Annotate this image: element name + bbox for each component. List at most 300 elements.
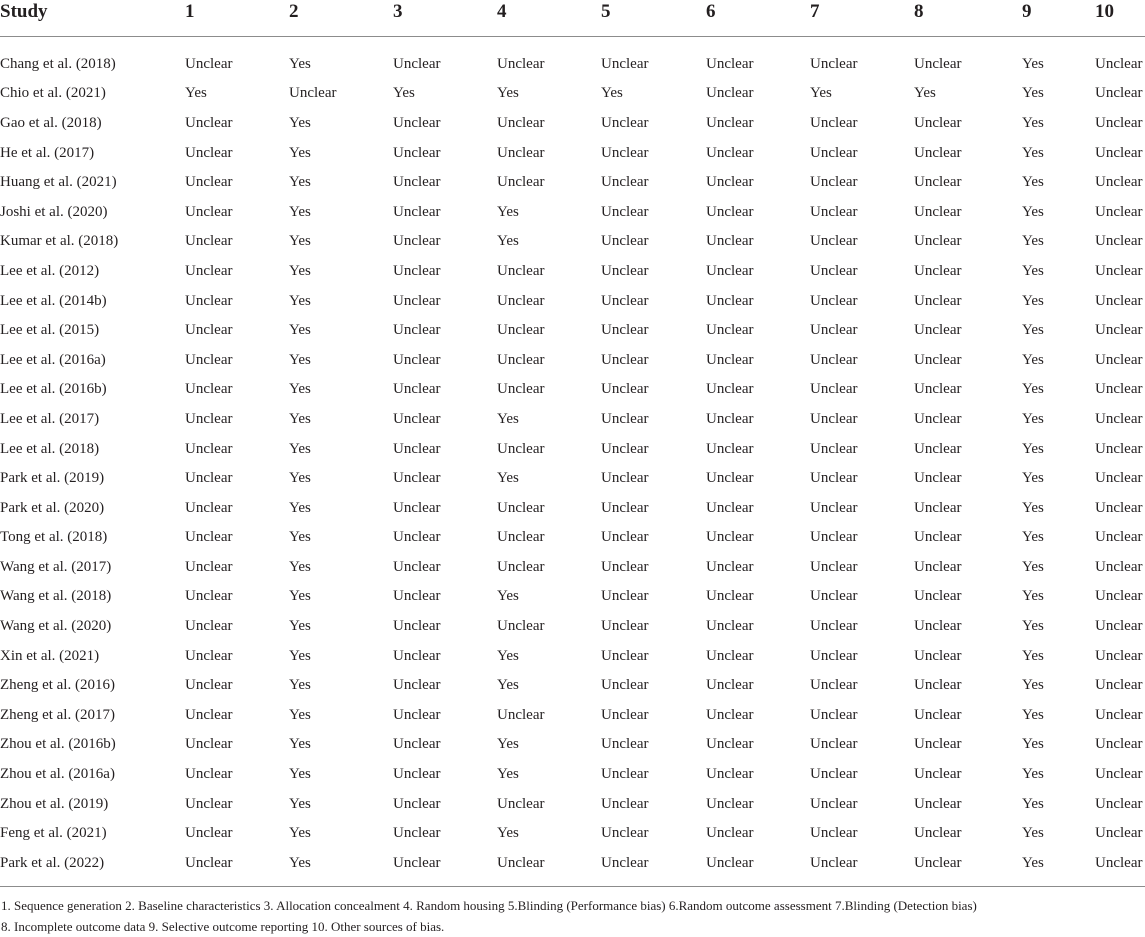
column-header-3: 3 xyxy=(393,1,403,22)
rating-cell: Unclear xyxy=(706,203,754,220)
rating-cell: Unclear xyxy=(706,114,754,131)
rating-cell: Unclear xyxy=(810,647,858,664)
rating-cell: Yes xyxy=(289,618,311,635)
rating-cell: Unclear xyxy=(810,825,858,842)
rating-cell: Yes xyxy=(1022,588,1044,605)
rating-cell: Unclear xyxy=(914,499,962,516)
rating-cell: Unclear xyxy=(185,499,233,516)
rating-cell: Unclear xyxy=(914,470,962,487)
rating-cell: Unclear xyxy=(497,618,545,635)
rating-cell: Unclear xyxy=(810,203,858,220)
rating-cell: Unclear xyxy=(706,144,754,161)
rating-cell: Unclear xyxy=(914,381,962,398)
footnote-line-2: 8. Incomplete outcome data 9. Selective outcome reporting 10. Other sources of bias. xyxy=(1,918,445,934)
rating-cell: Yes xyxy=(289,174,311,191)
study-name-cell: Kumar et al. (2018) xyxy=(0,233,119,250)
rating-cell: Unclear xyxy=(601,529,649,546)
rating-cell: Unclear xyxy=(185,203,233,220)
study-name-cell: Lee et al. (2018) xyxy=(0,440,100,457)
rating-cell: Unclear xyxy=(497,144,545,161)
rating-cell: Unclear xyxy=(1095,825,1143,842)
rating-cell: Unclear xyxy=(497,262,545,279)
column-header-9: 9 xyxy=(1022,1,1032,22)
rating-cell: Yes xyxy=(289,499,311,516)
rating-cell: Unclear xyxy=(914,233,962,250)
rating-cell: Unclear xyxy=(914,854,962,871)
rating-cell: Unclear xyxy=(1095,351,1143,368)
study-name-cell: Lee et al. (2016a) xyxy=(0,351,106,368)
rating-cell: Unclear xyxy=(393,854,441,871)
rating-cell: Unclear xyxy=(810,233,858,250)
table-row xyxy=(0,167,1145,197)
rating-cell: Yes xyxy=(289,854,311,871)
rating-cell: Unclear xyxy=(393,558,441,575)
rating-cell: Unclear xyxy=(1095,558,1143,575)
study-name-cell: Huang et al. (2021) xyxy=(0,174,117,191)
study-name-cell: Wang et al. (2020) xyxy=(0,618,112,635)
rating-cell: Unclear xyxy=(706,854,754,871)
column-header-study: Study xyxy=(0,1,48,22)
column-header-1: 1 xyxy=(185,1,195,22)
rating-cell: Unclear xyxy=(810,529,858,546)
column-header-10: 10 xyxy=(1095,1,1114,22)
rating-cell: Unclear xyxy=(1095,470,1143,487)
rating-cell: Unclear xyxy=(393,618,441,635)
rating-cell: Yes xyxy=(1022,203,1044,220)
table-body xyxy=(0,37,1145,887)
rating-cell: Unclear xyxy=(706,766,754,783)
study-name-cell: Zhou et al. (2016b) xyxy=(0,736,116,753)
rating-cell: Yes xyxy=(1022,262,1044,279)
rating-cell: Yes xyxy=(289,795,311,812)
rating-cell: Unclear xyxy=(1095,174,1143,191)
rating-cell: Unclear xyxy=(601,766,649,783)
rating-cell: Unclear xyxy=(706,618,754,635)
rating-cell: Unclear xyxy=(393,677,441,694)
table-row xyxy=(0,700,1145,730)
rating-cell: Unclear xyxy=(393,825,441,842)
table-row xyxy=(0,552,1145,582)
rating-cell: Unclear xyxy=(914,825,962,842)
rating-cell: Unclear xyxy=(393,144,441,161)
rating-cell: Unclear xyxy=(914,322,962,339)
rating-cell: Unclear xyxy=(601,588,649,605)
rating-cell: Yes xyxy=(1022,766,1044,783)
rating-cell: Yes xyxy=(497,203,519,220)
table-row xyxy=(0,434,1145,464)
rating-cell: Unclear xyxy=(1095,588,1143,605)
rating-cell: Unclear xyxy=(914,795,962,812)
study-name-cell: Park et al. (2022) xyxy=(0,854,105,871)
rating-cell: Yes xyxy=(393,85,415,102)
table-row xyxy=(0,256,1145,286)
rating-cell: Unclear xyxy=(1095,766,1143,783)
rating-cell: Yes xyxy=(1022,647,1044,664)
rating-cell: Unclear xyxy=(497,351,545,368)
rating-cell: Yes xyxy=(1022,292,1044,309)
rating-cell: Yes xyxy=(1022,470,1044,487)
study-name-cell: Wang et al. (2018) xyxy=(0,588,112,605)
rating-cell: Unclear xyxy=(185,144,233,161)
study-name-cell: Park et al. (2020) xyxy=(0,499,105,516)
rating-cell: Unclear xyxy=(1095,529,1143,546)
rating-cell: Unclear xyxy=(914,677,962,694)
rating-cell: Unclear xyxy=(706,174,754,191)
table-row xyxy=(0,641,1145,671)
rating-cell: Yes xyxy=(1022,736,1044,753)
rating-cell: Yes xyxy=(1022,233,1044,250)
rating-cell: Yes xyxy=(289,322,311,339)
rating-cell: Unclear xyxy=(810,854,858,871)
rating-cell: Unclear xyxy=(601,470,649,487)
rating-cell: Unclear xyxy=(393,351,441,368)
rating-cell: Yes xyxy=(1022,144,1044,161)
rating-cell: Yes xyxy=(497,647,519,664)
table-row xyxy=(0,789,1145,819)
column-header-2: 2 xyxy=(289,1,299,22)
rating-cell: Unclear xyxy=(1095,618,1143,635)
rating-cell: Unclear xyxy=(601,292,649,309)
rating-cell: Unclear xyxy=(706,381,754,398)
column-header-6: 6 xyxy=(706,1,716,22)
table-header xyxy=(0,0,1145,37)
study-name-cell: Tong et al. (2018) xyxy=(0,529,108,546)
rating-cell: Unclear xyxy=(185,262,233,279)
rating-cell: Yes xyxy=(1022,529,1044,546)
table-row xyxy=(0,523,1145,553)
rating-cell: Unclear xyxy=(601,736,649,753)
rating-cell: Unclear xyxy=(914,766,962,783)
rating-cell: Unclear xyxy=(185,558,233,575)
table-row xyxy=(0,375,1145,405)
rating-cell: Yes xyxy=(914,85,936,102)
rating-cell: Unclear xyxy=(914,203,962,220)
rating-cell: Yes xyxy=(289,203,311,220)
rating-cell: Yes xyxy=(497,677,519,694)
table-row xyxy=(0,730,1145,760)
rating-cell: Unclear xyxy=(497,529,545,546)
table-row xyxy=(0,493,1145,523)
rating-cell: Unclear xyxy=(810,440,858,457)
rating-cell: Unclear xyxy=(601,351,649,368)
rating-cell: Unclear xyxy=(1095,292,1143,309)
rating-cell: Yes xyxy=(289,766,311,783)
rating-cell: Unclear xyxy=(185,854,233,871)
rating-cell: Unclear xyxy=(601,795,649,812)
rating-cell: Unclear xyxy=(810,706,858,723)
rating-cell: Unclear xyxy=(1095,144,1143,161)
rating-cell: Yes xyxy=(289,292,311,309)
footnote-line-1: 1. Sequence generation 2. Baseline characteristics 3. Allocation concealment 4. Random housing 5.Blinding (Performance bias) 6.Random outcome assessment 7.Blinding (Detection bias) xyxy=(1,897,977,913)
rating-cell: Unclear xyxy=(185,588,233,605)
rating-cell: Unclear xyxy=(497,55,545,72)
rating-cell: Unclear xyxy=(497,795,545,812)
rating-cell: Unclear xyxy=(185,706,233,723)
rating-cell: Yes xyxy=(289,351,311,368)
rating-cell: Unclear xyxy=(393,322,441,339)
rating-cell: Yes xyxy=(1022,706,1044,723)
rating-cell: Unclear xyxy=(185,233,233,250)
rating-cell: Unclear xyxy=(601,706,649,723)
rating-cell: Unclear xyxy=(706,262,754,279)
rating-cell: Unclear xyxy=(810,292,858,309)
rating-cell: Yes xyxy=(289,410,311,427)
rating-cell: Unclear xyxy=(601,144,649,161)
rating-cell: Unclear xyxy=(1095,854,1143,871)
study-name-cell: Chang et al. (2018) xyxy=(0,55,116,72)
rating-cell: Unclear xyxy=(185,410,233,427)
rating-cell: Yes xyxy=(185,85,207,102)
rating-cell: Unclear xyxy=(914,410,962,427)
rating-cell: Yes xyxy=(289,647,311,664)
table-row xyxy=(0,197,1145,227)
rating-cell: Yes xyxy=(497,85,519,102)
rating-cell: Unclear xyxy=(601,410,649,427)
rating-cell: Unclear xyxy=(393,410,441,427)
rating-cell: Unclear xyxy=(601,440,649,457)
study-name-cell: Zheng et al. (2016) xyxy=(0,677,115,694)
rating-cell: Unclear xyxy=(185,351,233,368)
rating-cell: Unclear xyxy=(914,114,962,131)
rating-cell: Unclear xyxy=(810,736,858,753)
rating-cell: Unclear xyxy=(601,322,649,339)
study-name-cell: Joshi et al. (2020) xyxy=(0,203,108,220)
rating-cell: Yes xyxy=(497,410,519,427)
rating-cell: Unclear xyxy=(1095,322,1143,339)
rating-cell: Unclear xyxy=(1095,706,1143,723)
rating-cell: Unclear xyxy=(914,55,962,72)
rating-cell: Unclear xyxy=(706,558,754,575)
rating-cell: Unclear xyxy=(185,174,233,191)
rating-cell: Unclear xyxy=(393,174,441,191)
rating-cell: Unclear xyxy=(393,233,441,250)
rating-cell: Unclear xyxy=(497,292,545,309)
rating-cell: Unclear xyxy=(601,203,649,220)
rating-cell: Unclear xyxy=(810,558,858,575)
rating-cell: Unclear xyxy=(393,114,441,131)
column-header-8: 8 xyxy=(914,1,924,22)
rating-cell: Yes xyxy=(1022,677,1044,694)
rating-cell: Unclear xyxy=(706,322,754,339)
rating-cell: Unclear xyxy=(914,292,962,309)
study-name-cell: He et al. (2017) xyxy=(0,144,95,161)
rating-cell: Unclear xyxy=(914,706,962,723)
table-footnote xyxy=(0,895,1145,937)
rating-cell: Yes xyxy=(289,440,311,457)
rating-cell: Unclear xyxy=(1095,410,1143,427)
rating-cell: Unclear xyxy=(393,55,441,72)
study-name-cell: Lee et al. (2016b) xyxy=(0,381,107,398)
rating-cell: Unclear xyxy=(393,470,441,487)
rating-cell: Unclear xyxy=(706,55,754,72)
rating-cell: Unclear xyxy=(914,262,962,279)
column-header-4: 4 xyxy=(497,1,507,22)
table-row xyxy=(0,286,1145,316)
rating-cell: Unclear xyxy=(601,233,649,250)
rating-cell: Unclear xyxy=(185,766,233,783)
study-name-cell: Park et al. (2019) xyxy=(0,470,105,487)
rating-cell: Yes xyxy=(497,470,519,487)
rating-cell: Unclear xyxy=(1095,499,1143,516)
rating-cell: Unclear xyxy=(810,499,858,516)
rating-cell: Unclear xyxy=(393,203,441,220)
rating-cell: Unclear xyxy=(1095,736,1143,753)
rating-cell: Unclear xyxy=(810,795,858,812)
rating-cell: Yes xyxy=(289,736,311,753)
rating-cell: Unclear xyxy=(1095,203,1143,220)
study-name-cell: Zheng et al. (2017) xyxy=(0,706,115,723)
rating-cell: Unclear xyxy=(810,262,858,279)
rating-cell: Unclear xyxy=(393,795,441,812)
rating-cell: Unclear xyxy=(185,381,233,398)
rating-cell: Unclear xyxy=(497,499,545,516)
study-name-cell: Feng et al. (2021) xyxy=(0,825,107,842)
rating-cell: Unclear xyxy=(601,55,649,72)
rating-cell: Unclear xyxy=(810,618,858,635)
table-row xyxy=(0,37,1145,79)
rating-cell: Yes xyxy=(1022,381,1044,398)
table-row xyxy=(0,463,1145,493)
rating-cell: Unclear xyxy=(497,706,545,723)
study-name-cell: Lee et al. (2017) xyxy=(0,410,100,427)
rating-cell: Unclear xyxy=(185,440,233,457)
rating-cell: Unclear xyxy=(706,736,754,753)
rating-cell: Unclear xyxy=(601,381,649,398)
rating-cell: Unclear xyxy=(185,529,233,546)
rating-cell: Yes xyxy=(289,233,311,250)
rating-cell: Yes xyxy=(289,144,311,161)
rating-cell: Unclear xyxy=(393,766,441,783)
rating-cell: Unclear xyxy=(497,381,545,398)
rating-cell: Unclear xyxy=(914,558,962,575)
rating-cell: Unclear xyxy=(706,677,754,694)
rating-cell: Unclear xyxy=(1095,55,1143,72)
study-name-cell: Lee et al. (2012) xyxy=(0,262,100,279)
rating-cell: Unclear xyxy=(393,706,441,723)
rating-cell: Unclear xyxy=(601,262,649,279)
rating-cell: Unclear xyxy=(601,174,649,191)
rating-cell: Yes xyxy=(497,766,519,783)
rating-cell: Unclear xyxy=(497,854,545,871)
rating-cell: Unclear xyxy=(810,677,858,694)
rating-cell: Unclear xyxy=(914,144,962,161)
rating-cell: Unclear xyxy=(601,114,649,131)
rating-cell: Yes xyxy=(1022,351,1044,368)
rating-cell: Unclear xyxy=(185,322,233,339)
rating-cell: Unclear xyxy=(810,588,858,605)
rating-cell: Unclear xyxy=(185,618,233,635)
rating-cell: Unclear xyxy=(1095,647,1143,664)
rating-cell: Unclear xyxy=(1095,381,1143,398)
rating-cell: Unclear xyxy=(393,588,441,605)
study-name-cell: Xin et al. (2021) xyxy=(0,647,100,664)
rating-cell: Unclear xyxy=(601,647,649,664)
table-row xyxy=(0,108,1145,138)
rating-cell: Yes xyxy=(497,736,519,753)
rating-cell: Unclear xyxy=(706,233,754,250)
rating-cell: Yes xyxy=(497,588,519,605)
rating-cell: Unclear xyxy=(1095,85,1143,102)
rating-cell: Unclear xyxy=(393,499,441,516)
rating-cell: Yes xyxy=(289,262,311,279)
rating-cell: Unclear xyxy=(810,381,858,398)
rating-cell: Unclear xyxy=(810,144,858,161)
rating-cell: Yes xyxy=(601,85,623,102)
rating-cell: Unclear xyxy=(810,410,858,427)
rating-cell: Unclear xyxy=(706,647,754,664)
rating-cell: Yes xyxy=(1022,114,1044,131)
rating-cell: Unclear xyxy=(706,440,754,457)
rating-cell: Unclear xyxy=(810,322,858,339)
rating-cell: Yes xyxy=(289,825,311,842)
rating-cell: Yes xyxy=(1022,618,1044,635)
rating-cell: Yes xyxy=(1022,322,1044,339)
rating-cell: Unclear xyxy=(185,292,233,309)
rating-cell: Unclear xyxy=(393,647,441,664)
rating-cell: Unclear xyxy=(185,114,233,131)
rating-cell: Unclear xyxy=(1095,233,1143,250)
study-name-cell: Wang et al. (2017) xyxy=(0,558,112,575)
rating-cell: Unclear xyxy=(706,588,754,605)
rating-cell: Unclear xyxy=(914,529,962,546)
rating-cell: Unclear xyxy=(706,529,754,546)
rating-cell: Yes xyxy=(289,55,311,72)
rating-cell: Unclear xyxy=(393,381,441,398)
rating-cell: Yes xyxy=(1022,55,1044,72)
rating-cell: Unclear xyxy=(914,618,962,635)
rating-cell: Unclear xyxy=(810,470,858,487)
rating-cell: Unclear xyxy=(706,795,754,812)
rating-cell: Unclear xyxy=(601,854,649,871)
rating-cell: Unclear xyxy=(1095,795,1143,812)
rating-cell: Unclear xyxy=(497,558,545,575)
rating-cell: Yes xyxy=(1022,499,1044,516)
rating-cell: Yes xyxy=(289,588,311,605)
rating-cell: Yes xyxy=(289,558,311,575)
rating-cell: Unclear xyxy=(706,706,754,723)
rating-cell: Unclear xyxy=(706,470,754,487)
rating-cell: Yes xyxy=(1022,440,1044,457)
rating-cell: Yes xyxy=(289,529,311,546)
study-name-cell: Gao et al. (2018) xyxy=(0,114,102,131)
rating-cell: Unclear xyxy=(601,825,649,842)
table-row xyxy=(0,138,1145,168)
rating-cell: Unclear xyxy=(914,174,962,191)
rating-cell: Unclear xyxy=(185,736,233,753)
rating-cell: Yes xyxy=(289,114,311,131)
study-name-cell: Zhou et al. (2019) xyxy=(0,795,109,812)
rating-cell: Unclear xyxy=(185,825,233,842)
rating-cell: Yes xyxy=(1022,410,1044,427)
rating-cell: Unclear xyxy=(810,55,858,72)
rating-cell: Unclear xyxy=(185,677,233,694)
rating-cell: Unclear xyxy=(393,440,441,457)
column-header-7: 7 xyxy=(810,1,820,22)
rating-cell: Unclear xyxy=(1095,114,1143,131)
rating-cell: Yes xyxy=(289,677,311,694)
rating-cell: Unclear xyxy=(706,410,754,427)
rating-cell: Unclear xyxy=(706,85,754,102)
rating-cell: Unclear xyxy=(914,647,962,664)
rating-cell: Unclear xyxy=(810,114,858,131)
table-row xyxy=(0,227,1145,257)
rating-cell: Unclear xyxy=(810,351,858,368)
table-row xyxy=(0,670,1145,700)
rating-cell: Unclear xyxy=(1095,440,1143,457)
rating-cell: Unclear xyxy=(810,766,858,783)
rating-cell: Yes xyxy=(1022,558,1044,575)
rating-cell: Yes xyxy=(289,470,311,487)
